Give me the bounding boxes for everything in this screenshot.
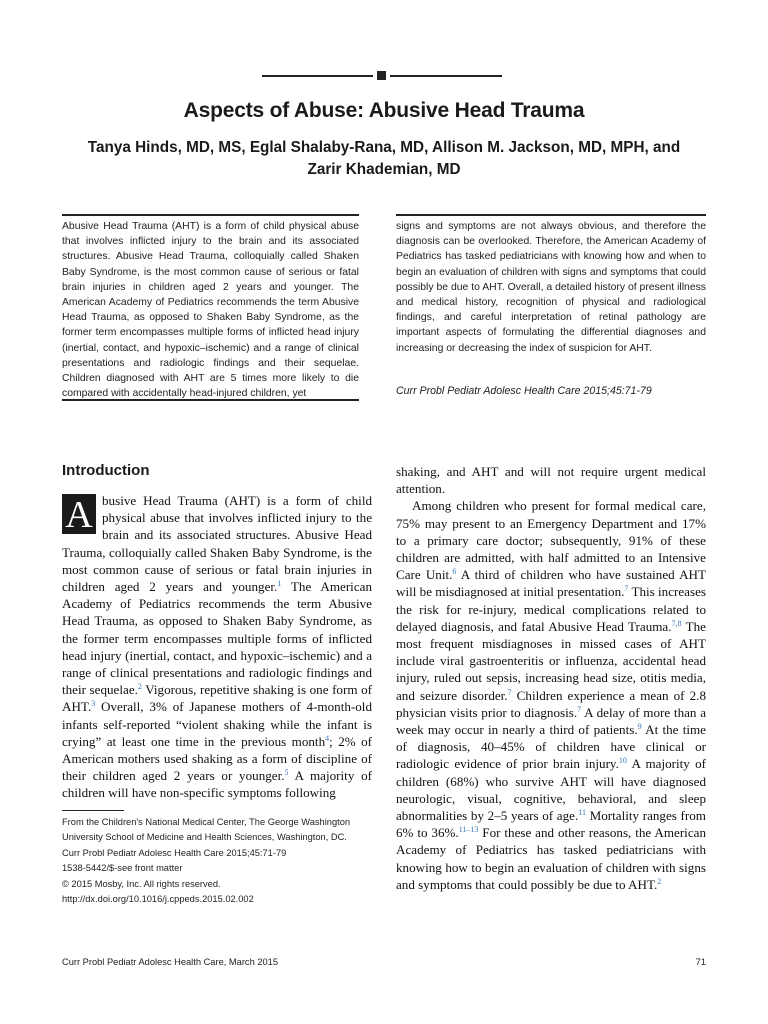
- page-number: 71: [695, 957, 706, 967]
- reference-link[interactable]: 2: [657, 876, 662, 886]
- reference-link[interactable]: 6: [452, 567, 457, 577]
- reference-link[interactable]: 11–13: [458, 825, 479, 835]
- footnote-journal: Curr Probl Pediatr Adolesc Health Care 2015;45:71-79: [62, 847, 287, 858]
- body-left-column: [62, 492, 372, 802]
- footnote-doi-link[interactable]: http://dx.doi.org/10.1016/j.cppeds.2015.02.002: [62, 894, 254, 905]
- author-list: [50, 137, 718, 181]
- reference-link[interactable]: 10: [618, 756, 627, 766]
- reference-link[interactable]: 9: [637, 722, 642, 732]
- running-footer: Curr Probl Pediatr Adolesc Health Care, March 2015: [62, 957, 278, 967]
- title-ornament: [262, 70, 502, 82]
- reference-link[interactable]: 5: [284, 768, 289, 778]
- intro-paragraph-1-continued: shaking, and AHT and will not require urgent medical attention.: [396, 464, 706, 497]
- abstract-citation: Curr Probl Pediatr Adolesc Health Care 2015;45:71-79: [396, 385, 652, 397]
- reference-link[interactable]: 7: [624, 584, 629, 594]
- reference-link[interactable]: 2: [137, 682, 142, 692]
- footnote-copyright: © 2015 Mosby, Inc. All rights reserved.: [62, 878, 221, 889]
- footnote-issn: 1538-5442/$-see front matter: [62, 863, 183, 874]
- intro-paragraph-2: Among children who present for formal medical care, 75% may present to an Emergency Department and 17% to a primary care doctor; subsequently, 91% of these children are admitted, with half admitted to an Intensive Care Unit.$^6$ A third of children who have sustained AHT will be misdiagnosed at initial presentation.$^7$ This increases the risk for re-injury, medical complications related to delayed diagnosis, and fatal Abusive Head Trauma.$^{7,8}$ The most frequent misdiagnoses in missed cases of AHT include viral gastroenteritis or influenza, accidental head injury, ruled out sepsis, increasing head size, otitis media, and seizure disorder.$^7$ Children experience a mean of 2.8 physician visits prior to diagnosis.$^7$ A delay of more than a week may occur in nearly a third of patients.$^9$ At the time of diagnosis, 40–45% of children have clinical or radiologic evidence of prior brain injury.$^{10}$ A majority of children (68%) who survive AHT will have diagnosed neurologic, visual, cognitive, behavioral, and sleep abnormalities by 2–5 years of age.$^{11}$ Mortality ranges from 6% to 36%.$^{11-13}$ For these and other reasons, the American Academy of Pediatrics has tasked pediatricians with knowing how to begin an evaluation of children with signs and symptoms that could possibly be due to AHT.$^2$: [396, 498, 707, 892]
- intro-paragraph-1: A busive Head Trauma (AHT) is a form of child physical abuse that involves inflicted injury to the brain and its associated structures. Abusive Head Trauma, colloquially called Shaken Baby Syndrome, is the most common cause of serious or fatal brain injuries in children aged 2 years and younger.$^1$ The American Academy of Pediatrics recommends the term Abusive Head Trauma, as opposed to Shaken Baby Syndrome, as the former term encompasses multiple forms of inflicted head injury (inertial, contact, and hypoxic–ischemic) and a range of clinical presentations and radiologic findings and their sequelae.$^2$ Vigorous, repetitive shaking is one form of AHT.$^3$ Overall, 3% of Japanese mothers of 4-month-old infants self-reported “violent shaking while the infant is crying” at least one time in the previous month$^4$; 2% of American mothers used shaking as a form of discipline of their children aged 2 years or younger.$^5$ A majority of children will have non-specific symptoms following: [62, 493, 372, 801]
- reference-link[interactable]: 7: [507, 687, 512, 697]
- body-right-column: [396, 463, 706, 893]
- reference-link[interactable]: 7,8: [671, 618, 682, 628]
- abstract-rule-bottom: [62, 399, 359, 401]
- abstract-right-column: signs and symptoms are not always obvious, and therefore the diagnosis can be overlooked. Therefore, the American Academy of Pediatrics has tasked pediatricians with knowing how and when to begin an evaluation of children with signs and symptoms that could possibly be due to AHT. Overall, a detailed history of present illness and medical history, recognition of physical and radiological findings, and careful interpretation of retinal pathology are important aspects of formulating the differential diagnoses and increasing or decreasing the index of suspicion for AHT.: [396, 221, 706, 354]
- abstract-rule-left: [62, 214, 359, 216]
- abstract-left-column: Abusive Head Trauma (AHT) is a form of child physical abuse that involves inflicted injury to the brain and its associated structures. Abusive Head Trauma, colloquially called Shaken Baby Syndrome, is the most common cause of serious or fatal brain injuries in children aged 2 years and younger. The American Academy of Pediatrics recommends the term Abusive Head Trauma, as opposed to Shaken Baby Syndrome, as the former term encompasses multiple forms of inflicted head injury (inertial, contact, and hypoxic–ischemic) and a range of clinical presentations and radiologic findings and their sequelae. Children diagnosed with AHT are 5 times more likely to die compared with accidentally head-injured children, yet: [62, 221, 359, 400]
- footnote-affiliation: From the Children's National Medical Center, The George Washington University School of Medicine and Health Sciences, Washington, DC.: [62, 817, 351, 843]
- drop-cap: A: [62, 494, 96, 534]
- reference-link[interactable]: 3: [91, 699, 96, 709]
- authors-line-2: Zarir Khademian, MD: [307, 161, 461, 178]
- article-title: Aspects of Abuse: Abusive Head Trauma: [183, 99, 585, 122]
- reference-link[interactable]: 1: [277, 579, 282, 589]
- abstract-rule-right: [396, 214, 706, 216]
- section-heading-introduction: Introduction: [62, 462, 150, 479]
- authors-line-1: Tanya Hinds, MD, MS, Eglal Shalaby-Rana, MD, Allison M. Jackson, MD, MPH, and: [87, 139, 681, 156]
- reference-link[interactable]: 11: [578, 808, 586, 818]
- reference-link[interactable]: 7: [577, 704, 582, 714]
- reference-link[interactable]: 4: [325, 733, 330, 743]
- footnotes: [62, 815, 382, 907]
- footnote-rule: [62, 810, 124, 811]
